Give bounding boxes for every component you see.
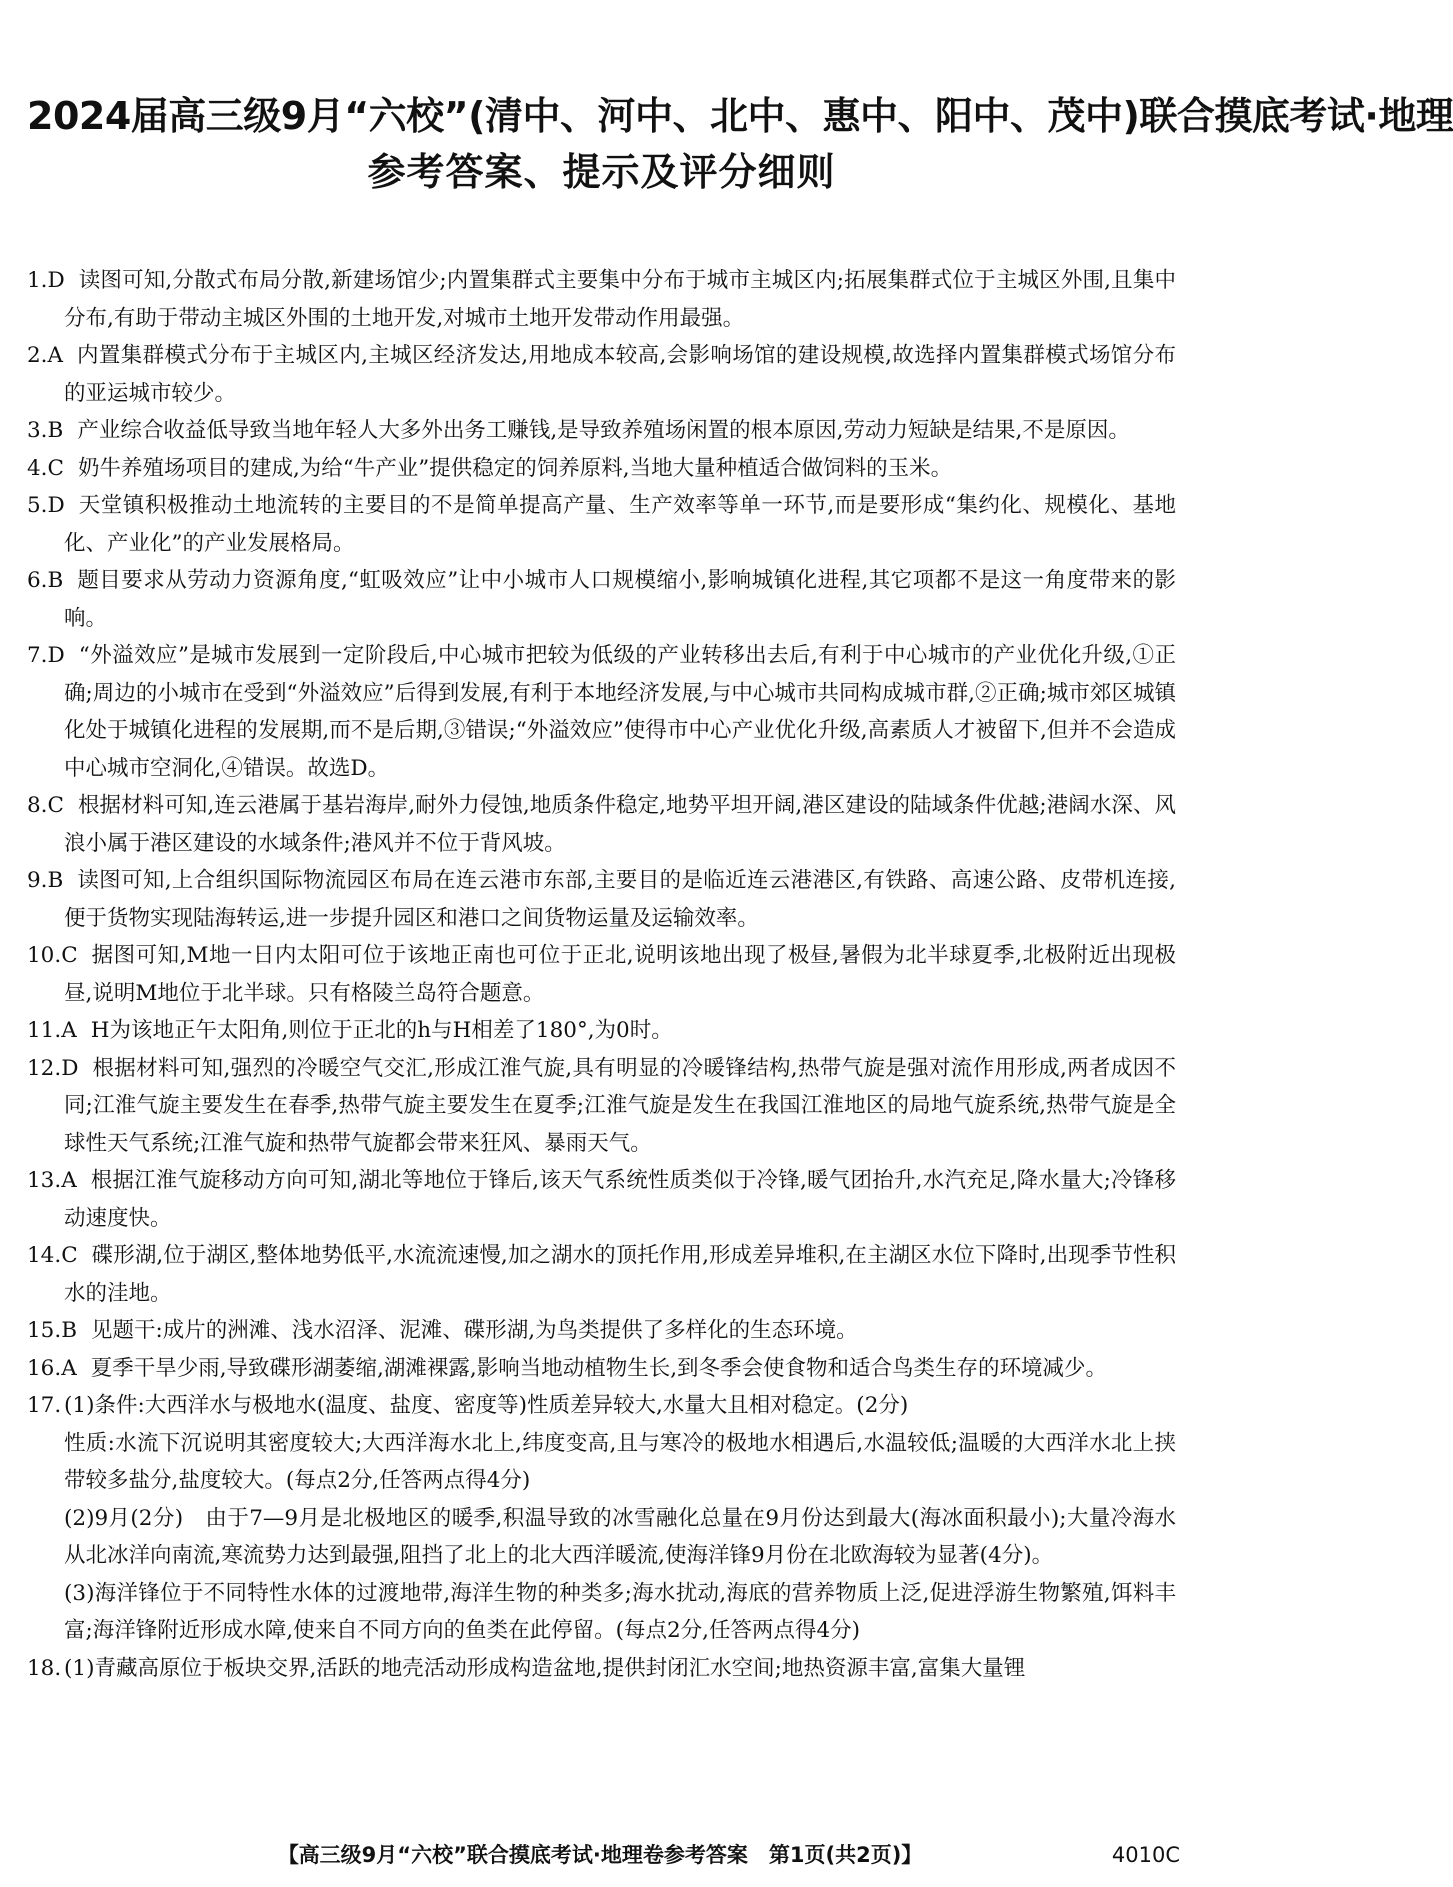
answer-number: 6.B — [27, 568, 64, 593]
page-subtitle: 参考答案、提示及评分细则 — [367, 150, 836, 194]
answer-item — [27, 1650, 1176, 1688]
answer-number: 3.B — [27, 418, 64, 443]
answer-text: 天堂镇积极推动土地流转的主要目的不是简单提高产量、生产效率等单一环节,而是要形成“集约化、规模化、基地化、产业化”的产业发展格局。 — [64, 493, 1176, 556]
answer-item — [27, 637, 1176, 787]
answer-text: 读图可知,分散式布局分散,新建场馆少;内置集群式主要集中分布于城市主城区内;拓展集群式位于主城区外围,且集中分布,有助于带动主城区外围的土地开发,对城市土地开发带动作用最强。 — [64, 268, 1176, 331]
answer-number: 17. — [27, 1393, 62, 1418]
answer-number: 7.D — [27, 643, 65, 668]
answer-number: 12.D — [27, 1055, 79, 1081]
answer-number: 1.D — [27, 268, 65, 293]
answer-item — [27, 1050, 1176, 1163]
answer-number: 4.C — [27, 455, 64, 481]
page-title: 2024届高三级9月“六校”(清中、河中、北中、惠中、阳中、茂中)联合摸底考试·地理 — [27, 94, 1453, 138]
answer-number: 13.A — [27, 1168, 77, 1193]
answer-item — [27, 787, 1176, 862]
footer-code: 4010C — [1111, 1843, 1180, 1867]
answer-item — [27, 937, 1176, 1012]
answer-item — [27, 1162, 1176, 1237]
answer-item — [27, 1312, 1176, 1350]
answer-item — [27, 1387, 1176, 1650]
answer-text: 性质:水流下沉说明其密度较大;大西洋海水北上,纬度变高,且与寒冷的极地水相遇后,水温较低;温暖的大西洋水北上挟带较多盐分,盐度较大。(每点2分,任答两点得4分) — [64, 1430, 1176, 1493]
answer-text: 根据材料可知,强烈的冷暖空气交汇,形成江淮气旋,具有明显的冷暖锋结构,热带气旋是强对流作用形成,两者成因不同;江淮气旋主要发生在春季,热带气旋主要发生在夏季;江淮气旋是发生在我国江淮地区的局地气旋系统,热带气旋是全球性天气系统;江淮气旋和热带气旋都会带来狂风、暴雨天气。 — [64, 1055, 1176, 1156]
answer-text: 题目要求从劳动力资源角度,“虹吸效应”让中小城市人口规模缩小,影响城镇化进程,其它项都不是这一角度带来的影响。 — [64, 568, 1176, 631]
answer-number: 16.A — [27, 1355, 77, 1381]
answer-number: 5.D — [27, 493, 65, 518]
answer-item — [27, 412, 1176, 450]
answer-list — [27, 262, 1176, 1687]
answer-item — [27, 562, 1176, 637]
answer-item — [27, 862, 1176, 937]
answer-text: 内置集群模式分布于主城区内,主城区经济发达,用地成本较高,会影响场馆的建设规模,故选择内置集群模式场馆分布的亚运城市较少。 — [64, 343, 1176, 406]
answer-text: H为该地正午太阳角,则位于正北的h与H相差了180°,为0时。 — [90, 1018, 673, 1043]
answer-text: 产业综合收益低导致当地年轻人大多外出务工赚钱,是导致养殖场闲置的根本原因,劳动力短缺是结果,不是原因。 — [77, 418, 1130, 443]
answer-text: 读图可知,上合组织国际物流园区布局在连云港市东部,主要目的是临近连云港港区,有铁路、高速公路、皮带机连接,便于货物实现陆海转运,进一步提升园区和港口之间货物运量及运输效率。 — [64, 868, 1176, 931]
answer-number: 8.C — [27, 793, 64, 818]
answer-text: 见题干:成片的洲滩、浅水沼泽、泥滩、碟形湖,为鸟类提供了多样化的生态环境。 — [91, 1318, 858, 1343]
answer-number: 18. — [27, 1655, 62, 1681]
answer-number: 9.B — [27, 868, 64, 893]
answer-text: (2)9月(2分) 由于7—9月是北极地区的暖季,积温导致的冰雪融化总量在9月份达到最大(海冰面积最小);大量冷海水从北冰洋向南流,寒流势力达到最强,阻挡了北上的北大西洋暖流,使海洋锋9月份在北欧海较为显著(4分)。 — [64, 1505, 1176, 1568]
answer-text: (1)条件:大西洋水与极地水(温度、盐度、密度等)性质差异较大,水量大且相对稳定。(2分) — [64, 1393, 909, 1418]
answer-text: (3)海洋锋位于不同特性水体的过渡地带,海洋生物的种类多;海水扰动,海底的营养物质上泛,促进浮游生物繁殖,饵料丰富;海洋锋附近形成水障,使来自不同方向的鱼类在此停留。(每点2分,任答两点得4分) — [64, 1580, 1176, 1643]
answer-number: 15.B — [27, 1318, 77, 1343]
answer-text: 碟形湖,位于湖区,整体地势低平,水流流速慢,加之湖水的顶托作用,形成差异堆积,在主湖区水位下降时,出现季节性积水的洼地。 — [64, 1243, 1176, 1306]
answer-item — [27, 337, 1176, 412]
answer-number: 2.A — [27, 343, 64, 368]
answer-text: 根据江淮气旋移动方向可知,湖北等地位于锋后,该天气系统性质类似于冷锋,暖气团抬升,水汽充足,降水量大;冷锋移动速度快。 — [64, 1168, 1176, 1231]
answer-item — [27, 262, 1176, 337]
answer-text: “外溢效应”是城市发展到一定阶段后,中心城市把较为低级的产业转移出去后,有利于中心城市的产业优化升级,①正确;周边的小城市在受到“外溢效应”后得到发展,有利于本地经济发展,与中心城市共同构成城市群,②正确;城市郊区城镇化处于城镇化进程的发展期,而不是后期,③错误;“外溢效应”使得市中心产业优化升级,高素质人才被留下,但并不会造成中心城市空洞化,④错误。故选D。 — [64, 643, 1176, 781]
answer-text: 根据材料可知,连云港属于基岩海岸,耐外力侵蚀,地质条件稳定,地势平坦开阔,港区建设的陆域条件优越;港阔水深、风浪小属于港区建设的水域条件;港风并不位于背风坡。 — [64, 793, 1176, 856]
answer-item — [27, 1350, 1176, 1388]
answer-item — [27, 450, 1176, 488]
answer-text: 据图可知,M地一日内太阳可位于该地正南也可位于正北,说明该地出现了极昼,暑假为北半球夏季,北极附近出现极昼,说明M地位于北半球。只有格陵兰岛符合题意。 — [64, 943, 1176, 1006]
answer-item — [27, 487, 1176, 562]
footer-page-info: 【高三级9月“六校”联合摸底考试·地理卷参考答案 第1页(共2页)】 — [277, 1843, 923, 1867]
page-footer — [0, 1835, 1200, 1875]
answer-number: 14.C — [27, 1243, 78, 1268]
answer-item — [27, 1237, 1176, 1312]
answer-number: 10.C — [27, 943, 78, 968]
answer-item — [27, 1012, 1176, 1050]
answer-text: (1)青藏高原位于板块交界,活跃的地壳活动形成构造盆地,提供封闭汇水空间;地热资源丰富,富集大量锂 — [64, 1655, 1026, 1681]
answer-number: 11.A — [27, 1018, 77, 1043]
answer-text: 奶牛养殖场项目的建成,为给“牛产业”提供稳定的饲养原料,当地大量种植适合做饲料的玉米。 — [77, 455, 953, 481]
answer-text: 夏季干旱少雨,导致碟形湖萎缩,湖滩裸露,影响当地动植物生长,到冬季会使食物和适合鸟类生存的环境减少。 — [90, 1355, 1108, 1381]
